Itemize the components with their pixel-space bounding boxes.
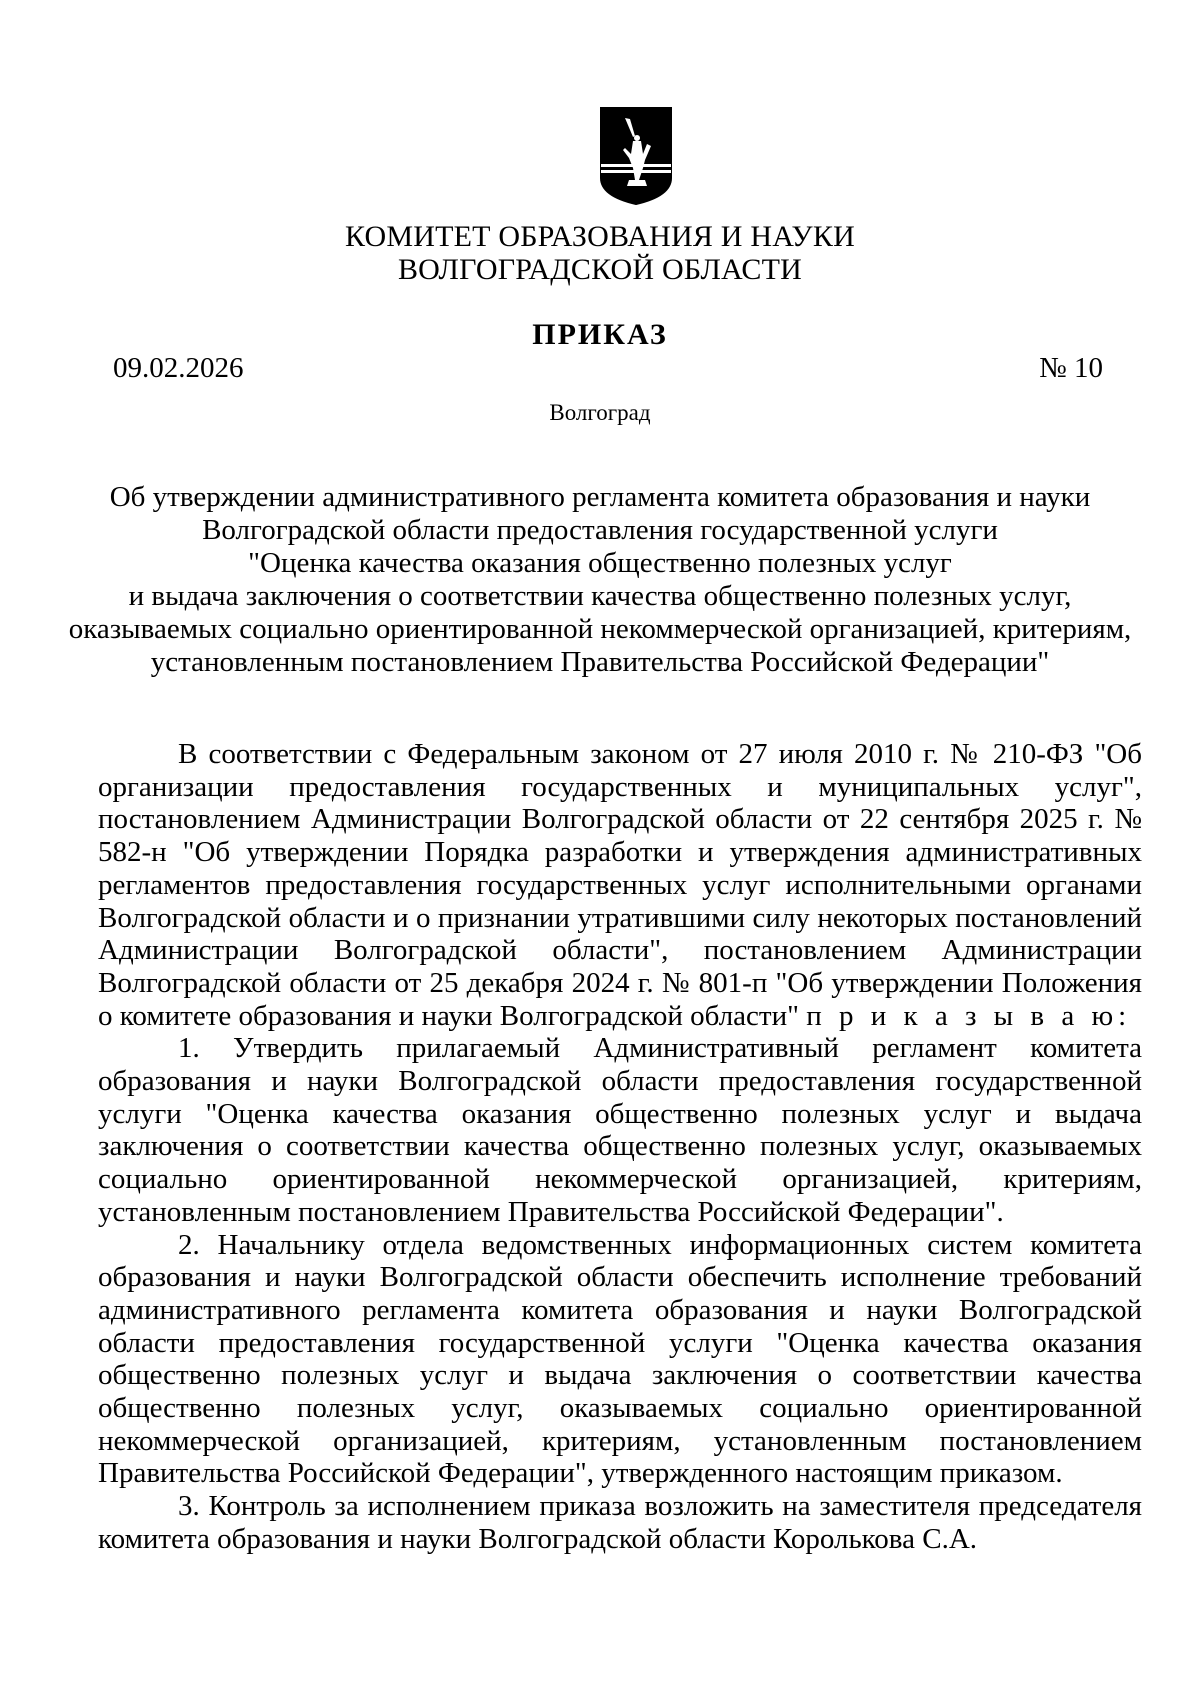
order-word: п р и к а з ы в а ю: — [806, 999, 1132, 1032]
subject-line: установленным постановлением Правительства Российской Федерации" — [150, 646, 1050, 678]
document-type-title: ПРИКАЗ — [532, 318, 668, 351]
subject-line: Волгоградской области предоставления государственной услуги — [202, 514, 998, 546]
preamble-text: В соответствии с Федеральным законом от 27 июля 2010 г. № 210-ФЗ "Об организации предоставления государственных и муниципальных услуг", постановлением Администрации Волгоградской области от 22 сентября 2025 г. № 582-н "Об утверждении Порядка разработки и утверждения административных регламентов предоставления государственных услуг исполнительными органами Волгоградской области и о признании утратившими силу некоторых постановлений Администрации Волгоградской области", постановлением Администрации Волгоградской области от 25 декабря 2024 г. № 801-п "Об утверждении Положения о комитете образования и науки Волгоградской области" — [98, 738, 1142, 1032]
document-body — [98, 738, 1142, 1556]
subject-line: и выдача заключения о соответствии качества общественно полезных услуг, — [128, 580, 1072, 612]
volgograd-coat-of-arms-icon — [599, 106, 673, 206]
subject-line: "Оценка качества оказания общественно полезных услуг — [248, 547, 952, 579]
subject-line: Об утверждении административного регламента комитета образования и науки — [109, 481, 1091, 513]
document-subject — [60, 481, 1140, 679]
order-item-3: 3. Контроль за исполнением приказа возложить на заместителя председателя комитета образования и науки Волгоградской области Королькова С.А. — [98, 1490, 1142, 1555]
organization-name-line2: ВОЛГОГРАДСКОЙ ОБЛАСТИ — [397, 253, 803, 286]
document-number: № 10 — [1039, 352, 1103, 384]
document-city: Волгоград — [549, 400, 651, 425]
document-date: 09.02.2026 — [113, 352, 244, 384]
preamble-paragraph — [98, 738, 1142, 1032]
subject-line: оказываемых социально ориентированной некоммерческой организацией, критериям, — [68, 613, 1132, 645]
organization-name-line1: КОМИТЕТ ОБРАЗОВАНИЯ И НАУКИ — [345, 220, 855, 253]
order-item-1: 1. Утвердить прилагаемый Административный регламент комитета образования и науки Волгоградской области предоставления государственной услуги "Оценка качества оказания общественно полезных услуг и выдача заключения о соответствии качества общественно полезных услуг, оказываемых социально ориентированной некоммерческой организацией, критериям, установленным постановлением Правительства Российской Федерации". — [98, 1032, 1142, 1228]
order-item-2: 2. Начальнику отдела ведомственных информационных систем комитета образования и науки Волгоградской области обеспечить исполнение требований административного регламента комитета образования и науки Волгоградской области предоставления государственной услуги "Оценка качества оказания общественно полезных услуг и выдача заключения о соответствии качества общественно полезных услуг, оказываемых социально ориентированной некоммерческой организацией, критериям, установленным постановлением Правительства Российской Федерации", утвержденного настоящим приказом. — [98, 1228, 1142, 1490]
